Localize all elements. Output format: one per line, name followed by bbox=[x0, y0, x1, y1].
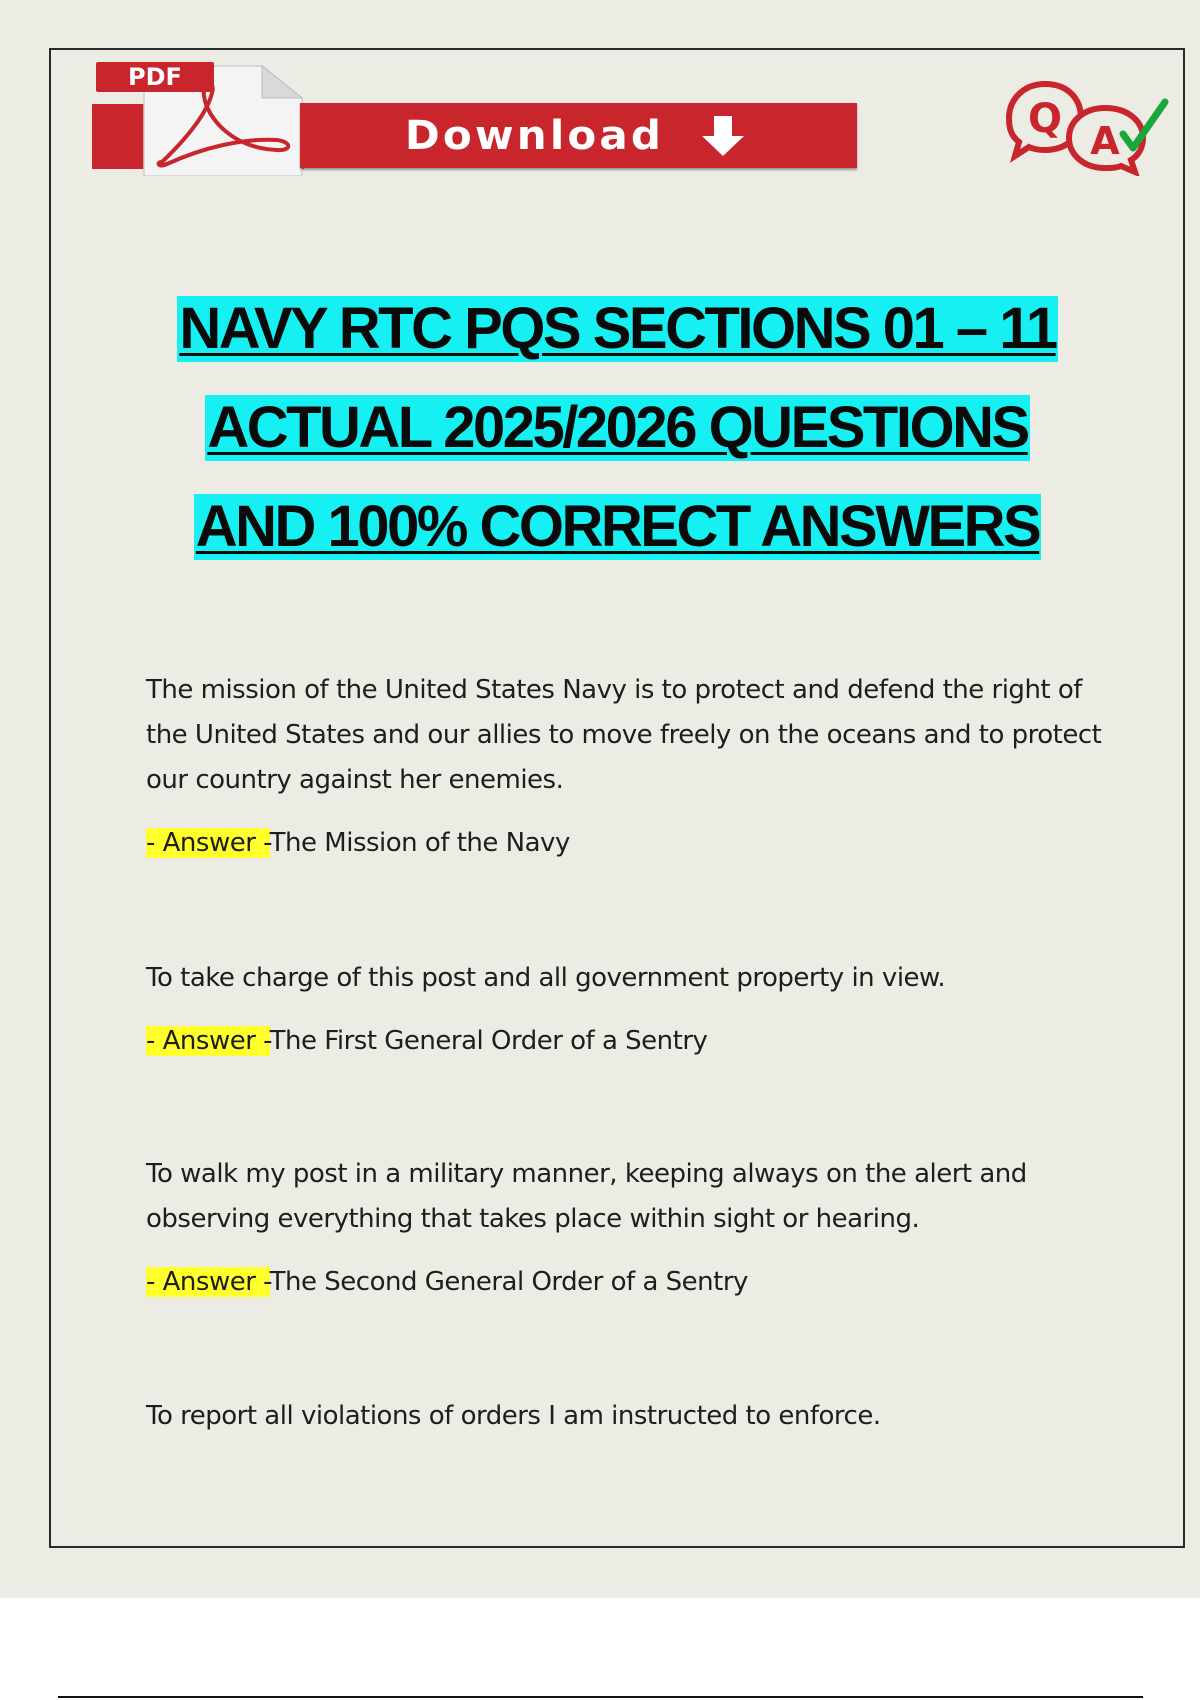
answer-prefix: - Answer - bbox=[146, 1026, 270, 1056]
answer-prefix: - Answer - bbox=[146, 1267, 270, 1297]
answer-text: The Second General Order of a Sentry bbox=[269, 1267, 748, 1297]
title-line-3: AND 100% CORRECT ANSWERS bbox=[195, 494, 1040, 559]
answer-row bbox=[146, 823, 1106, 863]
pdf-file-icon bbox=[92, 58, 304, 176]
question-text: To report all violations of orders I am instructed to enforce. bbox=[146, 1401, 881, 1431]
qa-item bbox=[146, 956, 945, 1061]
question-text: The mission of the United States Navy is to protect and defend the right of the United States and our allies to move freely on the oceans and to protect our country against her enemies. bbox=[146, 675, 1102, 795]
document-title bbox=[0, 296, 1200, 593]
footer-divider bbox=[58, 1696, 1143, 1698]
answer-row bbox=[146, 1021, 945, 1061]
answer-text: The First General Order of a Sentry bbox=[269, 1026, 708, 1056]
pdf-badge-label: PDF bbox=[128, 63, 182, 91]
qa-logo-q: Q bbox=[1027, 96, 1063, 142]
download-button[interactable] bbox=[300, 103, 857, 168]
qa-item bbox=[146, 1394, 881, 1439]
answer-prefix: - Answer - bbox=[146, 828, 270, 858]
arrow-down-icon bbox=[700, 114, 746, 158]
question-text: To take charge of this post and all government property in view. bbox=[146, 963, 946, 993]
answer-text: The Mission of the Navy bbox=[269, 828, 570, 858]
title-line-1: NAVY RTC PQS SECTIONS 01 – 11 bbox=[179, 296, 1056, 361]
answer-row bbox=[146, 1262, 1106, 1302]
qa-item bbox=[146, 1152, 1106, 1302]
download-label: Download bbox=[404, 112, 665, 159]
question-text: To walk my post in a military manner, keeping always on the alert and observing everything that takes place within sight or hearing. bbox=[146, 1159, 1027, 1234]
qa-logo-icon bbox=[1005, 76, 1173, 176]
title-line-2: ACTUAL 2025/2026 QUESTIONS bbox=[207, 395, 1028, 460]
qa-item bbox=[146, 668, 1106, 863]
qa-logo-a: A bbox=[1090, 119, 1120, 163]
